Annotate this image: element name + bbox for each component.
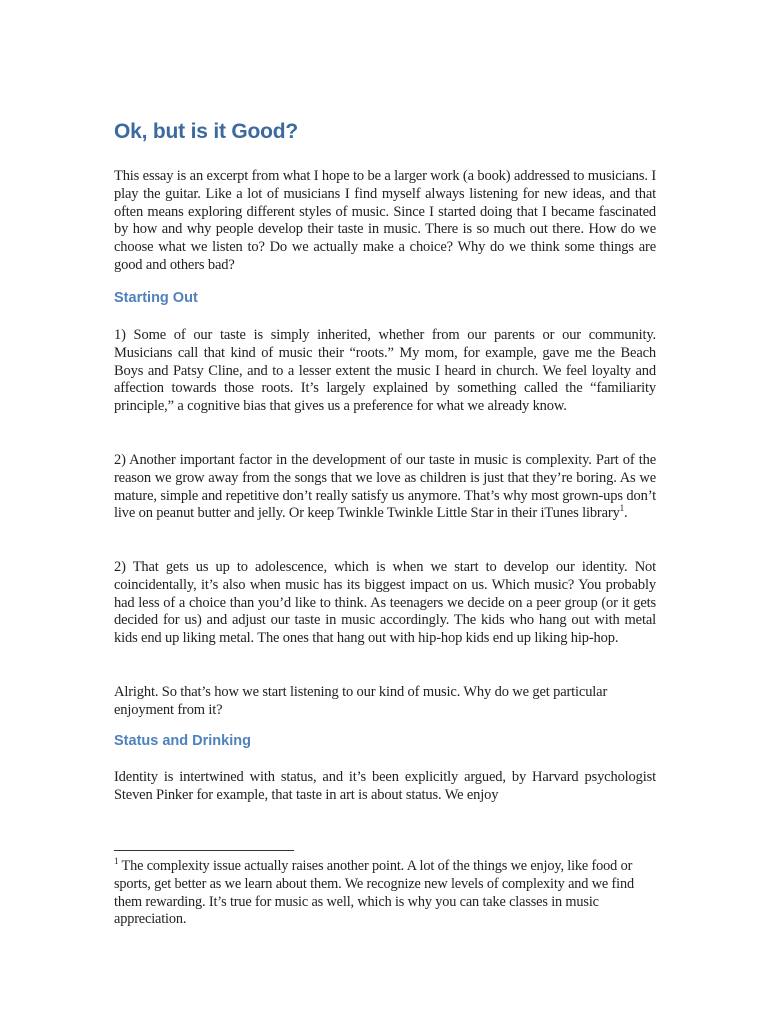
paragraph-identity-status: Identity is intertwined with status, and it’s been explicitly argued, by Harvard psychologist Steven Pinker for example, that taste in art is about status. We enjoy bbox=[114, 769, 656, 803]
paragraph-adolescence: 2) That gets us up to adolescence, which is when we start to develop our identity. Not coincidentally, it’s also when music has its biggest impact on us. Which music? You probably had less of a choice than you’d like to think. As teenagers we decide on a peer group (or it gets decided for us) and adjust our taste in music accordingly. The kids who hang out with metal kids end up liking metal. The ones that hang out with hip-hop kids end up liking hip-hop. bbox=[114, 559, 656, 647]
footnote-text: The complexity issue actually raises another point. A lot of the things we enjoy, like food or sports, get better as we learn about them. We recognize new levels of complexity and we find them rewarding. It’s true for music as well, which is why you can take classes in music appreciation. bbox=[114, 858, 634, 928]
section-heading-starting-out: Starting Out bbox=[114, 290, 198, 306]
intro-paragraph: This essay is an excerpt from what I hope to be a larger work (a book) addressed to musicians. I play the guitar. Like a lot of musicians I find myself always listening for new ideas, and that often means exploring different styles of music. Since I started doing that I became fascinated by how and why people develop their taste in music. There is so much out there. How do we choose what we listen to? Do we actually make a choice? Why do we think some things are good and others bad? bbox=[114, 168, 656, 273]
section-heading-status-and-drinking: Status and Drinking bbox=[114, 733, 251, 749]
paragraph-inherited-taste: 1) Some of our taste is simply inherited, whether from our parents or our community. Musicians call that kind of music their “roots.” My mom, for example, gave me the Beach Boys and Patsy Cline, and to a lesser extent the music I heard in church. We feel loyalty and affection towards those roots. It’s largely explained by something called the “familiarity principle,” a cognitive bias that gives us a preference for what we already know. bbox=[114, 327, 656, 415]
footnote bbox=[114, 858, 654, 929]
paragraph-alright: Alright. So that’s how we start listening to our kind of music. Why do we get particular enjoyment from it? bbox=[114, 684, 608, 718]
paragraph-complexity-end: . bbox=[624, 505, 628, 522]
footnote-marker: 1 bbox=[114, 856, 119, 867]
footnote-separator bbox=[114, 850, 294, 851]
paragraph-complexity-text: 2) Another important factor in the development of our taste in music is complexity. Part of the reason we grow away from the songs that we love as children is just that they’re boring. As we mature, simple and repetitive don’t really satisfy us anymore. That’s why most grown-ups don’t live on peanut butter and jelly. Or keep Twinkle Twinkle Little Star in their iTunes library bbox=[114, 452, 656, 522]
document-title: Ok, but is it Good? bbox=[114, 120, 299, 143]
paragraph-complexity bbox=[114, 452, 656, 523]
footnote-reference[interactable]: 1 bbox=[619, 503, 625, 514]
